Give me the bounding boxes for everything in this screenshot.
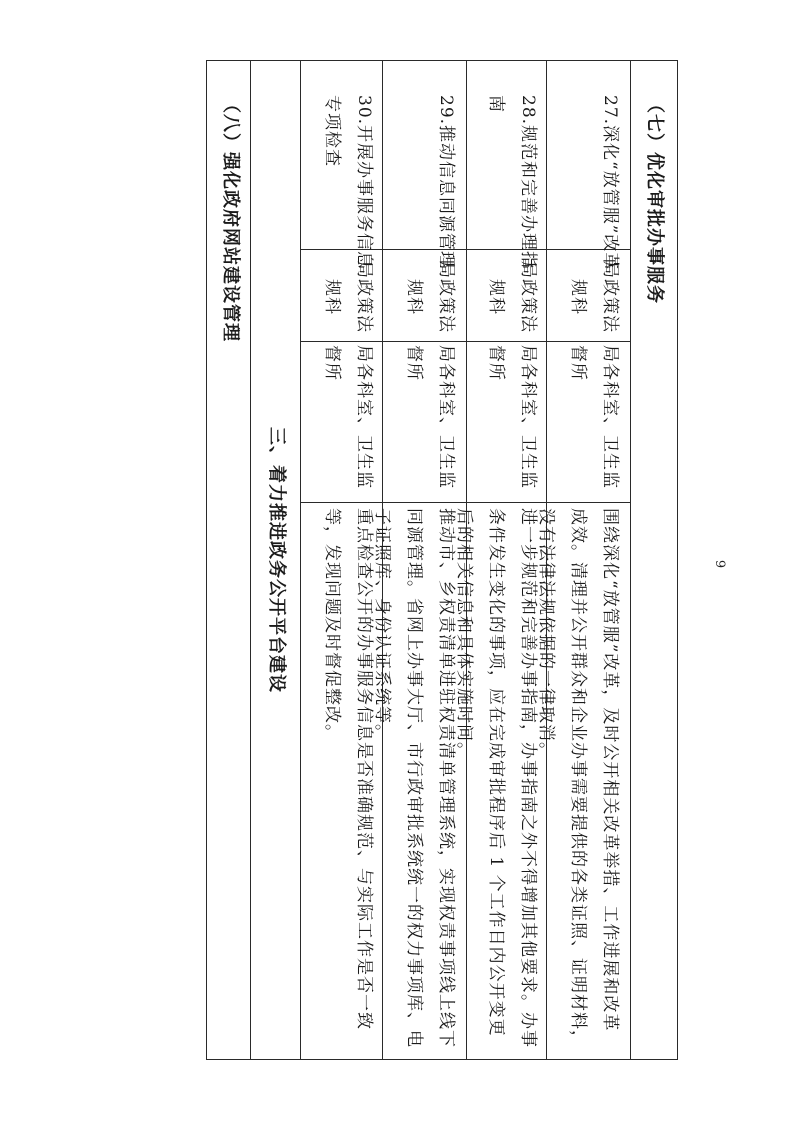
row-separator-6 xyxy=(250,60,251,1060)
page-number: 9 xyxy=(712,559,727,569)
row-29-responsible: 局各科室、卫生监督所 xyxy=(404,345,456,489)
row-27-responsible: 局各科室、卫生监督所 xyxy=(568,345,620,489)
section-8-title: （八）强化政府网站建设管理 xyxy=(220,95,241,342)
row-29-content: 推动市、乡权责清单进驻权责清单管理系统，实现权责事项线上线下同源管理。省网上办事大厅、市行政审批系统统一的权力事项库、电子证照库、身份认证系统等。 xyxy=(372,508,456,1048)
row-30-content: 重点检查公开的办事服务信息是否准确规范、与实际工作是否一致等，发现问题及时督促整改。 xyxy=(322,508,374,1030)
row-27-content: 围绕深化“放管服”改革，及时公开相关改革举措、工作进展和改革成效。清理并公开群众和企业办事需要提供的各类证照、证明材料，没有法律法规依据的一律取消。 xyxy=(536,508,620,1048)
row-28-task: 28.规范和完善办理指南 xyxy=(486,95,538,270)
row-30-task: 30.开展办事服务信息专项检查 xyxy=(322,95,374,270)
row-28-lead: 局政策法规科 xyxy=(486,261,538,333)
row-27-lead: 局政策法规科 xyxy=(568,261,620,333)
section-3-title: 三、着力推进政务公开平台建设 xyxy=(266,427,287,693)
row-27-task: 27.深化“放管服”改革 xyxy=(600,95,620,271)
row-30-responsible: 局各科室、卫生监督所 xyxy=(322,345,374,489)
row-29-lead: 局政策法规科 xyxy=(404,261,456,333)
row-30-lead: 局政策法规科 xyxy=(322,261,374,333)
section-7-title: （七）优化审批办事服务 xyxy=(644,95,665,304)
row-28-responsible: 局各科室、卫生监督所 xyxy=(486,345,538,489)
row-29-task: 29.推动信息同源管理 xyxy=(436,95,456,270)
row-28-content: 进一步规范和完善办事指南，办事指南之外不得增加其他要求。办事条件发生变化的事项，应在完成审批程序后 1 个工作日内公开变更后的相关信息和具体实施时间。 xyxy=(454,508,538,1048)
table-border-right xyxy=(677,60,678,1060)
col-separator-2 xyxy=(300,341,630,342)
